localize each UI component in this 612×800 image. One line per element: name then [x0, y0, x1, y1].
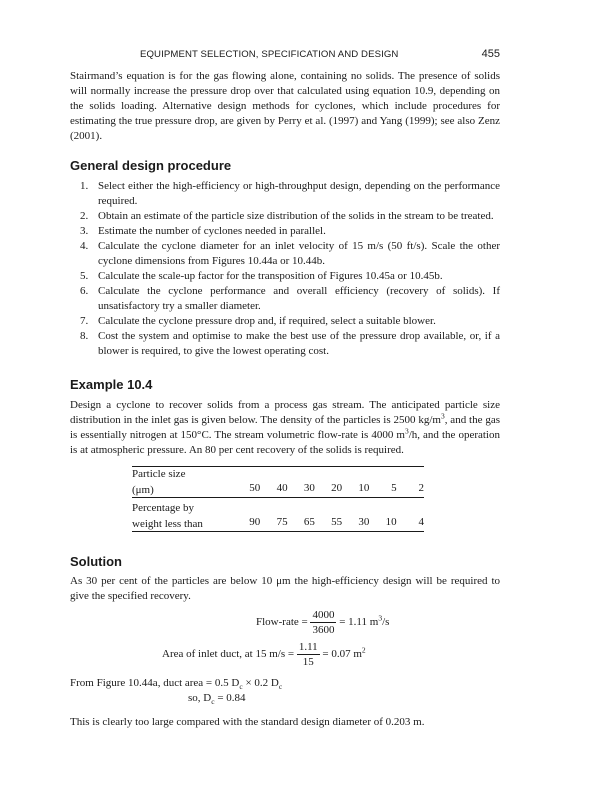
table-row-label: weight less than — [132, 518, 203, 530]
step-number: 2. — [80, 210, 89, 222]
solution-paragraph: As 30 per cent of the particles are below 10 μm the high-efficiency design will be required to give the specified recovery. — [70, 575, 500, 602]
step-number: 6. — [80, 285, 89, 297]
step-text: Calculate the cyclone pressure drop and, if required, select a suitable blower. — [98, 315, 436, 327]
step-number: 3. — [80, 225, 89, 237]
design-step — [80, 329, 500, 359]
step-number: 7. — [80, 315, 89, 327]
design-step — [80, 209, 500, 224]
step-number: 5. — [80, 270, 89, 282]
table-cell: 40 — [276, 482, 288, 494]
table-row-label: Particle size — [132, 468, 186, 480]
step-text: Obtain an estimate of the particle size distribution of the solids in the stream to be treated. — [98, 210, 494, 222]
design-step — [80, 284, 500, 314]
table-cell: 2 — [418, 482, 424, 494]
table-cell: 30 — [358, 516, 370, 528]
inlet-area-equation: Area of inlet duct, at 15 m/s = $\frac{1.11}{15}$ = 0.07 $m^2$ — [162, 641, 366, 668]
design-step — [80, 239, 500, 269]
table-cell: 5 — [391, 482, 397, 494]
step-text: Select either the high-efficiency or high-throughput design, depending on the performance required. — [98, 180, 500, 207]
table-cell: 10 — [385, 516, 397, 528]
table-row-label: Percentage by — [132, 502, 194, 514]
duct-area-line: From Figure 10.44a, duct area = 0.5 $D_c \times 0.2$ $D_c$ — [70, 677, 283, 692]
design-step — [80, 314, 500, 329]
table-cell: 55 — [331, 516, 343, 528]
step-number: 4. — [80, 240, 89, 252]
running-head-title: EQUIPMENT SELECTION, SPECIFICATION AND DESIGN — [140, 49, 399, 60]
table-cell: 65 — [303, 516, 315, 528]
page-number: 455 — [481, 48, 500, 60]
solution-heading: Solution — [70, 554, 122, 569]
table-cell: 20 — [331, 482, 343, 494]
design-step — [80, 179, 500, 209]
step-text: Estimate the number of cyclones needed in parallel. — [98, 225, 326, 237]
design-step — [80, 224, 500, 239]
design-steps-list — [70, 179, 500, 359]
table-cell: 90 — [249, 516, 261, 528]
table-cell: 4 — [418, 516, 424, 528]
closing-paragraph: This is clearly too large compared with the standard design diameter of 0.203 m. — [70, 716, 425, 728]
step-text: Calculate the cyclone performance and overall efficiency (recovery of solids). If unsatisfactory try a smaller diameter. — [98, 285, 500, 312]
diameter-line: so, $D_c = 0.84$ — [188, 692, 246, 707]
example-heading: Example 10.4 — [70, 377, 153, 392]
particle-size-table — [132, 466, 424, 532]
step-text: Calculate the cyclone diameter for an inlet velocity of 15 m/s (50 ft/s). Scale the other cyclone dimensions from Figures 10.44a or 10.44b. — [98, 240, 500, 267]
table-cell: 75 — [276, 516, 288, 528]
intro-paragraph: Stairmand’s equation is for the gas flowing alone, containing no solids. The presence of solids will normally increase the pressure drop over that calculated using equation 10.9, depending on the solids loading. Alternative design methods for cyclones, which include procedures for estimating the true pressure drop, are given by Perry et al. (1997) and Yang (1999); see also Zenz (2001). — [70, 70, 500, 142]
page-body — [70, 69, 500, 730]
equation-block — [70, 606, 500, 674]
table-row-label: (μm) — [132, 484, 154, 496]
step-number: 8. — [80, 330, 89, 342]
general-design-heading: General design procedure — [70, 158, 232, 173]
table-cell: 30 — [303, 482, 315, 494]
flow-rate-equation: Flow-rate = $\frac{4000}{3600}$ = 1.11 $m^3/s$ — [256, 609, 390, 636]
example-paragraph: Design a cyclone to recover solids from a process gas stream. The anticipated particle size distribution in the inlet gas is given below. The density of the particles is 2500 $kg/m^3$, and the gas is essentially nitrogen at 150°C. The stream volumetric flow-rate is 4000 $m^3/h$, and the operation is at atmospheric pressure. An 80 per cent recovery of the solids is required. — [70, 399, 501, 456]
table-cell: 50 — [249, 482, 261, 494]
step-text: Calculate the scale-up factor for the transposition of Figures 10.45a or 10.45b. — [98, 270, 443, 282]
step-text: Cost the system and optimise to make the best use of the pressure drop available, or, if a blower is required, to give the lowest operating cost. — [98, 330, 500, 357]
step-number: 1. — [80, 180, 89, 192]
table-cell: 10 — [358, 482, 370, 494]
design-step — [80, 269, 500, 284]
